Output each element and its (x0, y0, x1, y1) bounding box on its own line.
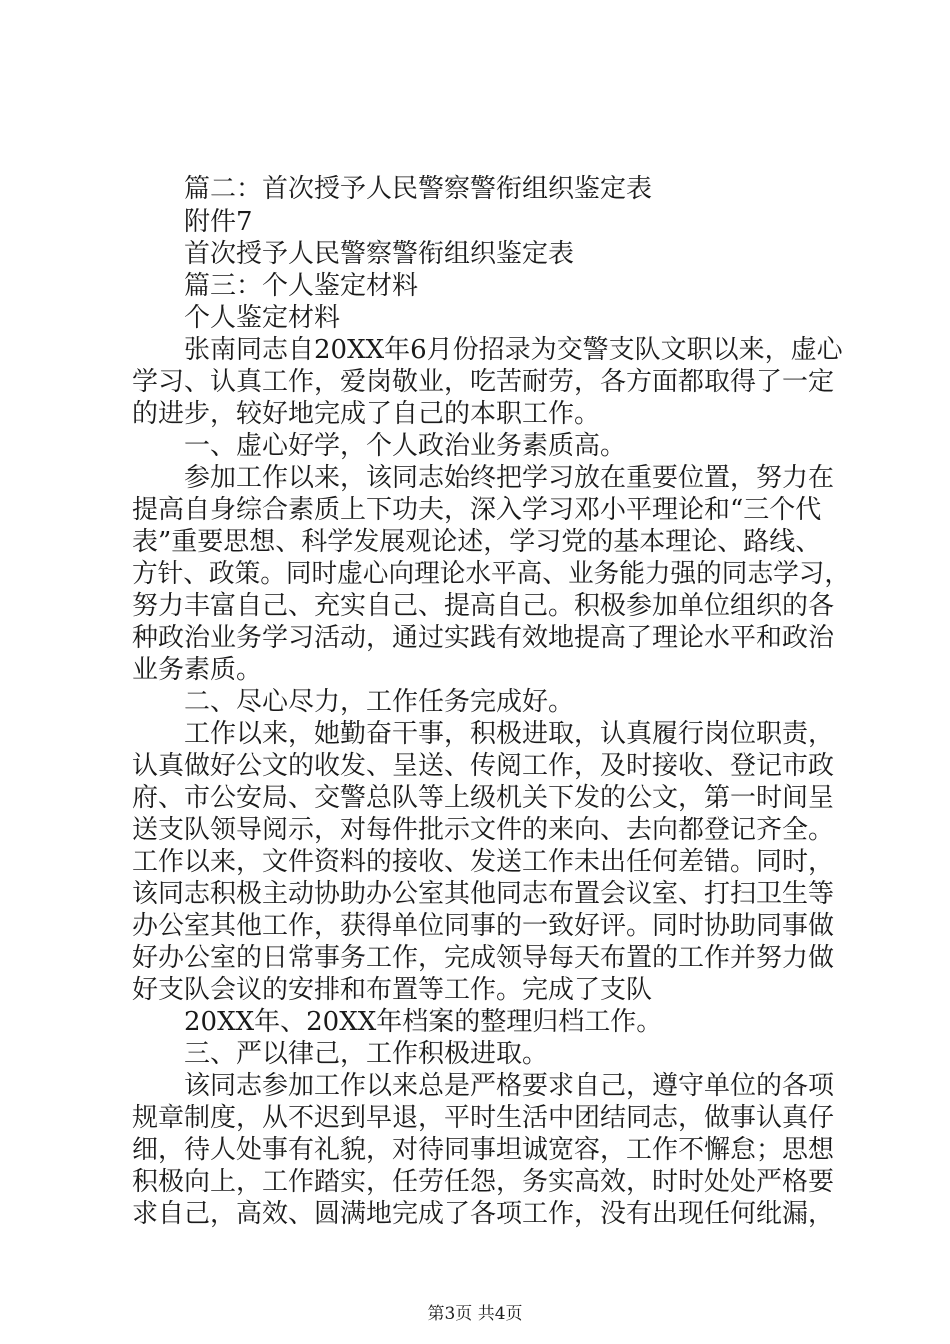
text-line: 张南同志自20XX年6月份招录为交警支队文职以来，虚心 (184, 335, 843, 365)
text-line: 该同志积极主动协助办公室其他同志布置会议室、打扫卫生等 (132, 879, 835, 909)
text-line: 规章制度，从不迟到早退，平时生活中团结同志，做事认真仔 (132, 1103, 835, 1133)
attachment-label: 附件7 (184, 207, 253, 237)
text-line: 办公室其他工作，获得单位同事的一致好评。同时协助同事做 (132, 911, 835, 941)
text-line: 参加工作以来，该同志始终把学习放在重要位置，努力在 (184, 463, 835, 493)
text-line: 的进步，较好地完成了自己的本职工作。 (132, 399, 601, 429)
text-line: 方针、政策。同时虚心向理论水平高、业务能力强的同志学习， (132, 559, 851, 589)
text-line: 提高自身综合素质上下功夫，深入学习邓小平理论和“三个代 (132, 495, 822, 525)
text-line: 努力丰富自己、充实自己、提高自己。积极参加单位组织的各 (132, 591, 835, 621)
text-line: 求自己，高效、圆满地完成了各项工作，没有出现任何纰漏， (132, 1199, 835, 1229)
text-line: 好办公室的日常事务工作，完成领导每天布置的工作并努力做 (132, 943, 835, 973)
text-line: 积极向上，工作踏实，任劳任怨，务实高效，时时处处严格要 (132, 1167, 835, 1197)
text-line: 好支队会议的安排和布置等工作。完成了支队 (132, 975, 653, 1005)
section-heading-1: 一、虚心好学，个人政治业务素质高。 (184, 431, 627, 461)
heading-part-two: 篇二：首次授予人民警察警衔组织鉴定表 (184, 174, 653, 204)
text-line: 学习、认真工作，爱岗敬业，吃苦耐劳，各方面都取得了一定 (132, 367, 835, 397)
material-title: 个人鉴定材料 (184, 303, 341, 333)
text-line: 种政治业务学习活动，通过实践有效地提高了理论水平和政治 (132, 623, 835, 653)
text-line: 20XX年、20XX年档案的整理归档工作。 (184, 1007, 663, 1037)
section-heading-3: 三、严以律己，工作积极进取。 (184, 1039, 549, 1069)
section-heading-2: 二、尽心尽力，工作任务完成好。 (184, 687, 575, 717)
text-line: 府、市公安局、交警总队等上级机关下发的公文，第一时间呈 (132, 783, 835, 813)
text-line: 送支队领导阅示，对每件批示文件的来向、去向都登记齐全。 (132, 815, 835, 845)
page-number: 第3页 共4页 (427, 1304, 523, 1324)
text-line: 工作以来，她勤奋干事，积极进取，认真履行岗位职责， (184, 719, 835, 749)
text-line: 业务素质。 (132, 655, 263, 685)
text-line: 工作以来，文件资料的接收、发送工作未出任何差错。同时， (132, 847, 835, 877)
heading-part-three: 篇三：个人鉴定材料 (184, 271, 419, 301)
text-line: 细，待人处事有礼貌，对待同事坦诚宽容，工作不懈怠；思想 (132, 1135, 835, 1165)
form-title: 首次授予人民警察警衔组织鉴定表 (184, 239, 575, 269)
text-line: 该同志参加工作以来总是严格要求自己，遵守单位的各项 (184, 1071, 835, 1101)
text-line: 表”重要思想、科学发展观论述，学习党的基本理论、路线、 (132, 527, 822, 557)
text-line: 认真做好公文的收发、呈送、传阅工作，及时接收、登记市政 (132, 751, 835, 781)
